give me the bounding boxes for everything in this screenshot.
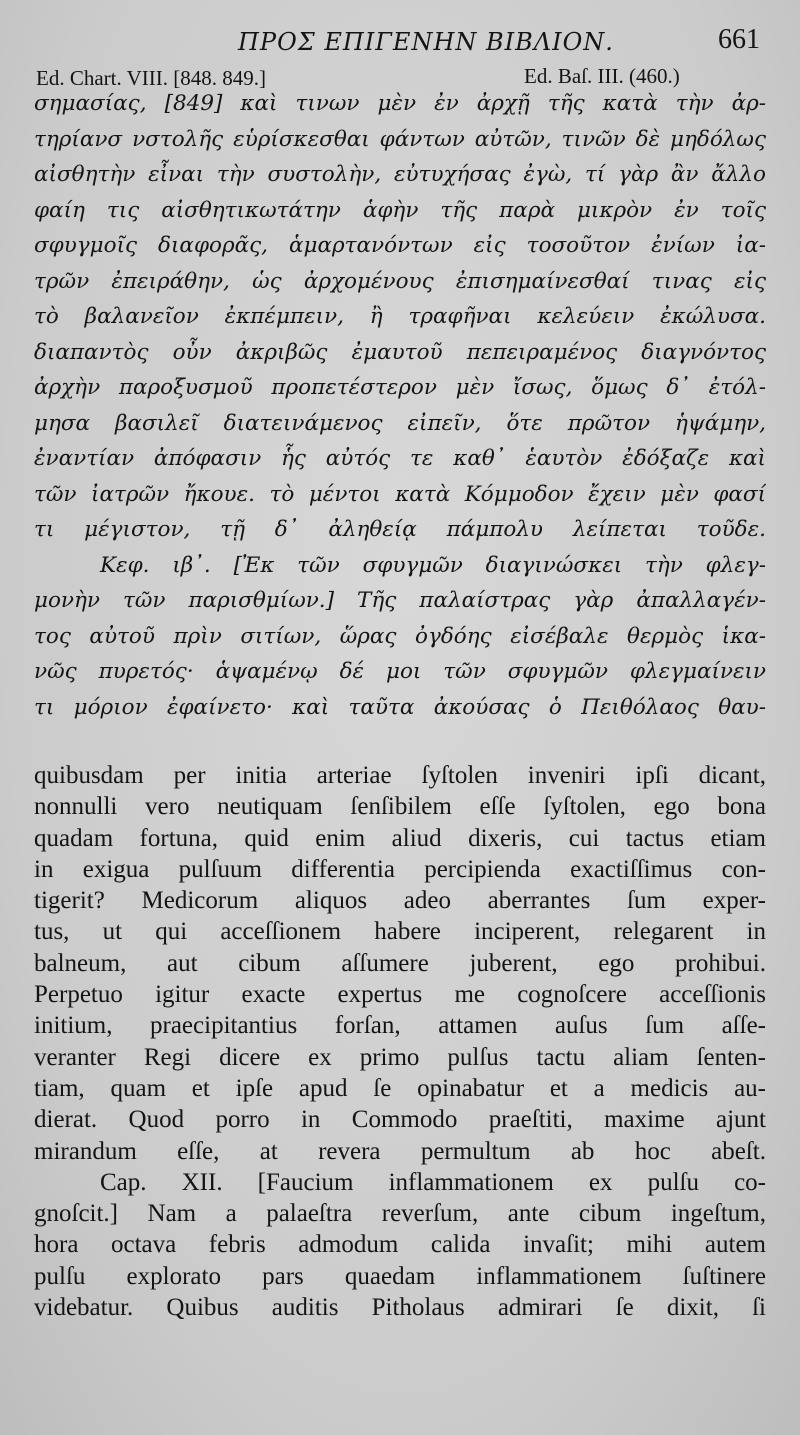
greek-line: ἐναντίαν ἀπόφασιν ἧς αὐτός τε καθ᾿ ἑαυτὸν ἐδόξαζε καὶ (34, 446, 766, 471)
greek-line: τι μόριον ἐφαίνετο· καὶ ταῦτα ἀκούσας ὁ Πειθόλαος θαυ- (34, 694, 766, 720)
edition-basel: Ed. Baſ. III. (460.) (524, 64, 680, 88)
latin-line: nonnulli vero neutiquam ſenſibilem eſſe ſyſtolen, ego bona (34, 793, 766, 821)
greek-line: τὸ βαλανεῖον ἐκπέμπειν, ἢ τραφῆναι κελεύειν ἐκώλυσα. (34, 304, 766, 329)
latin-line: pulſu explorato pars quaedam inflammationem ſuſtinere (34, 1262, 766, 1290)
greek-line: διαπαντὸς οὖν ἀκριβῶς ἐμαυτοῦ πεπειραμένος διαγνόντος (34, 339, 766, 365)
greek-line: αἰσθητὴν εἶναι τὴν συστολὴν, εὐτυχήσας ἐγὼ, τί γὰρ ἂν ἄλλο (34, 162, 766, 187)
running-head (0, 22, 800, 58)
greek-line: νῶς πυρετός· ἁψαμένῳ δέ μοι τῶν σφυγμῶν φλεγμαίνειν (34, 659, 766, 684)
latin-line: tigerit? Medicorum aliquos adeo aberrantes ſum exper- (34, 887, 766, 915)
latin-line: quibusdam per initia arteriae ſyſtolen inveniri ipſi dicant, (34, 762, 766, 789)
latin-line: tiam, quam et ipſe apud ſe opinabatur et a medicis au- (34, 1074, 766, 1102)
latin-line: hora octava febris admodum calida invaſit; mihi autem (34, 1231, 766, 1259)
greek-text-block (34, 86, 766, 725)
latin-line: Perpetuo igitur exacte expertus me cognoſcere acceſſionis (34, 981, 766, 1009)
latin-line: tus, ut qui acceſſionem habere inciperent, relegarent in (34, 918, 766, 946)
greek-line: μησα βασιλεῖ διατεινάμενος εἰπεῖν, ὅτε πρῶτον ἡψάμην, (34, 410, 766, 436)
greek-line: τος αὐτοῦ πρὶν σιτίων, ὥρας ὀγδόης εἰσέβαλε θερμὸς ἱκα- (34, 623, 766, 649)
greek-line: μονὴν τῶν παρισθμίων.] Τῆς παλαίστρας γὰρ ἀπαλλαγέν- (34, 588, 766, 613)
latin-line: mirandum eſſe, at revera permultum ab hoc abeſt. (34, 1137, 766, 1165)
greek-line: ἀρχὴν παροξυσμοῦ προπετέστερον μὲν ἴσως, ὅμως δ᾿ ἐτόλ- (34, 375, 766, 400)
latin-text-block (34, 760, 766, 1323)
latin-line: in exigua pulſuum differentia percipienda exactiſſimus con- (34, 855, 766, 883)
latin-line: initium, praecipitantius forſan, attamen auſus ſum aſſe- (34, 1012, 766, 1040)
latin-line: balneum, aut cibum aſſumere juberent, ego prohibui. (34, 949, 766, 977)
latin-line: quadam fortuna, quid enim aliud dixeris, cui tactus etiam (34, 824, 766, 852)
greek-line: σφυγμοῖς διαφορᾶς, ἁμαρτανόντων εἰς τοσοῦτον ἐνίων ἰα- (34, 233, 766, 258)
greek-chapter-heading: Κεφ. ιβ᾿. [Ἐκ τῶν σφυγμῶν διαγινώσκει τὴν φλεγ- (100, 552, 766, 578)
latin-chapter-heading: Cap. XII. [Faucium inflammationem ex pulſu co- (100, 1168, 766, 1196)
greek-line: σημασίας, [849] καὶ τινων μὲν ἐν ἀρχῇ τῆς κατὰ τὴν ἀρ- (34, 91, 766, 116)
greek-line: τῶν ἰατρῶν ἤκουε. τὸ μέντοι κατὰ Κόμμοδον ἔχειν μὲν φασί (34, 481, 766, 507)
greek-line: τι μέγιστον, τῇ δ᾿ ἀληθείᾳ πάμπολυ λείπεται τοῦδε. (34, 517, 766, 542)
latin-line: videbatur. Quibus auditis Pitholaus admirari ſe dixit, ſi (34, 1294, 766, 1322)
running-title: ΠΡΟΣ ΕΠΙΓΕΝΗΝ ΒΙΒΛΙΟΝ. (238, 28, 614, 56)
latin-line: gnoſcit.] Nam a palaeſtra reverſum, ante cibum ingeſtum, (34, 1200, 766, 1228)
latin-line: dierat. Quod porro in Commodo praeſtiti, maxime ajunt (34, 1106, 766, 1134)
edition-chartier: Ed. Chart. VIII. [848. 849.] (36, 66, 266, 90)
latin-line: veranter Regi dicere ex primo pulſus tactu aliam ſenten- (34, 1043, 766, 1071)
greek-line: φαίη τις αἰσθητικωτάτην ἁφὴν τῆς παρὰ μικρὸν ἐν τοῖς (34, 197, 766, 223)
page-number: 661 (718, 24, 760, 55)
greek-line: τρῶν ἐπειράθην, ὡς ἀρχομένους ἐπισημαίνεσθαί τινας εἰς (34, 268, 766, 294)
greek-line: τηρίανσ νστολῆς εὑρίσκεσθαι φάντων αὐτῶν, τινῶν δὲ μηδόλως (34, 126, 766, 152)
